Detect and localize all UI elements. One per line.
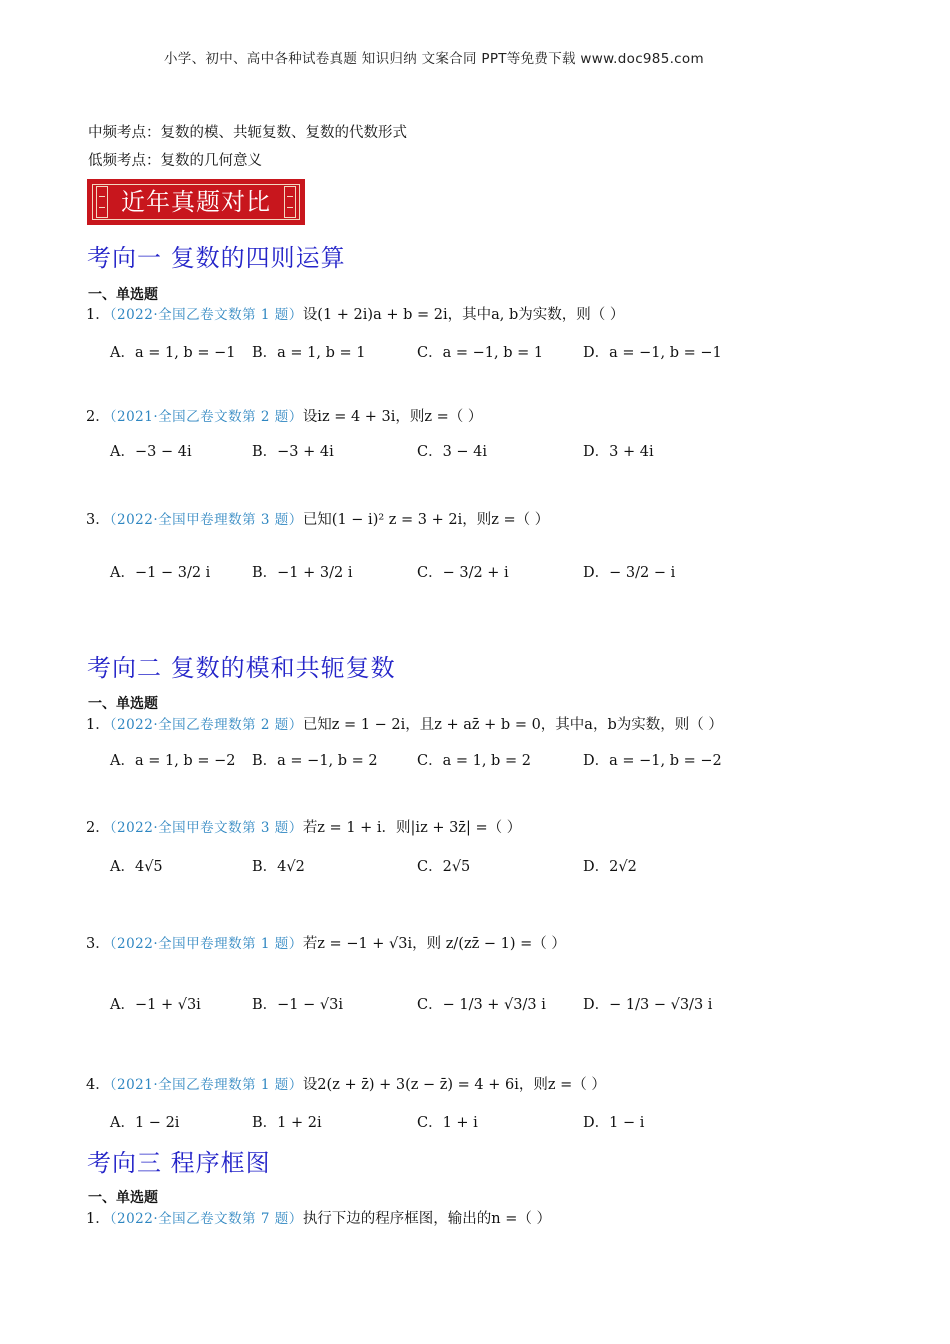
option-b: B．−1 − √3i [252, 997, 344, 1013]
option-b: B．a = −1, b = 2 [252, 753, 378, 769]
question-stem: 已知z = 1 − 2i，且z + az̄ + b = 0，其中a，b为实数，则（ ） [302, 717, 723, 733]
banner-lattice-left [96, 186, 108, 218]
question-number: 2． [86, 409, 110, 425]
question-stem: 设(1 + 2i)a + b = 2i，其中a, b为实数，则（ ） [302, 307, 625, 323]
option-d: D．3 + 4i [583, 444, 654, 460]
option-a: A．a = 1, b = −1 [110, 345, 236, 361]
page-header: 小学、初中、高中各种试卷真题 知识归纳 文案合同 PPT等免费下载 www.doc985.com [164, 51, 704, 67]
question-1 [86, 713, 723, 734]
question-source: （2022·全国乙卷文数第 7 题） [109, 1211, 303, 1227]
option-d: D．a = −1, b = −2 [583, 753, 722, 769]
option-c: C．− 1/3 + √3/3 i [417, 997, 546, 1013]
question-1 [86, 1207, 551, 1228]
option-a: A．4√5 [110, 859, 163, 875]
option-d: D．2√2 [583, 859, 637, 875]
option-c: C．1 + i [417, 1115, 478, 1131]
question-number: 1． [86, 1211, 110, 1227]
question-source: （2022·全国乙卷理数第 2 题） [109, 717, 303, 733]
question-2 [86, 816, 521, 837]
option-c: C．− 3/2 + i [417, 565, 509, 581]
question-stem: 已知(1 − i)² z = 3 + 2i，则z =（ ） [302, 512, 550, 528]
question-number: 1． [86, 717, 110, 733]
option-a: A．−3 − 4i [110, 444, 192, 460]
section-title: 考向一 复数的四则运算 [87, 244, 346, 272]
section-subtitle: 一、单选题 [88, 696, 158, 712]
question-number: 3． [86, 936, 110, 952]
question-stem: 设2(z + z̄) + 3(z − z̄) = 4 + 6i，则z =（ ） [302, 1077, 606, 1093]
option-b: B．1 + 2i [252, 1115, 322, 1131]
section-title: 考向三 程序框图 [87, 1149, 271, 1177]
option-b: B．a = 1, b = 1 [252, 345, 366, 361]
option-b: B．−1 + 3/2 i [252, 565, 353, 581]
option-a: A．−1 − 3/2 i [110, 565, 211, 581]
banner-lattice-right [284, 186, 296, 218]
question-source: （2021·全国乙卷理数第 1 题） [109, 1077, 303, 1093]
option-a: A．a = 1, b = −2 [110, 753, 236, 769]
question-stem: 设iz = 4 + 3i，则z =（ ） [302, 409, 483, 425]
low-frequency-note: 低频考点：复数的几何意义 [88, 153, 262, 169]
option-d: D．a = −1, b = −1 [583, 345, 722, 361]
section-banner [87, 179, 305, 225]
option-b: B．4√2 [252, 859, 305, 875]
question-number: 2． [86, 820, 110, 836]
question-number: 3． [86, 512, 110, 528]
question-2 [86, 405, 482, 426]
question-stem: 若z = −1 + √3i，则 z/(zz̄ − 1) =（ ） [302, 936, 566, 952]
option-c: C．a = −1, b = 1 [417, 345, 544, 361]
option-d: D．1 − i [583, 1115, 645, 1131]
question-source: （2021·全国乙卷文数第 2 题） [109, 409, 303, 425]
question-stem: 若z = 1 + i．则|iz + 3z̄| =（ ） [302, 820, 522, 836]
section-subtitle: 一、单选题 [88, 287, 158, 303]
section-title: 考向二 复数的模和共轭复数 [87, 654, 396, 682]
option-a: A．1 − 2i [110, 1115, 180, 1131]
option-a: A．−1 + √3i [110, 997, 201, 1013]
question-number: 4． [86, 1077, 110, 1093]
question-1 [86, 303, 624, 324]
option-c: C．3 − 4i [417, 444, 488, 460]
question-source: （2022·全国甲卷文数第 3 题） [109, 820, 303, 836]
question-3 [86, 508, 549, 529]
option-b: B．−3 + 4i [252, 444, 334, 460]
banner-title: 近年真题对比 [121, 188, 271, 216]
option-d: D．− 1/3 − √3/3 i [583, 997, 713, 1013]
question-stem: 执行下边的程序框图，输出的n =（ ） [302, 1211, 552, 1227]
mid-frequency-note: 中频考点：复数的模、共轭复数、复数的代数形式 [88, 125, 407, 141]
question-4 [86, 1073, 606, 1094]
option-c: C．a = 1, b = 2 [417, 753, 531, 769]
question-3 [86, 932, 566, 953]
section-subtitle: 一、单选题 [88, 1190, 158, 1206]
option-c: C．2√5 [417, 859, 471, 875]
question-source: （2022·全国甲卷理数第 3 题） [109, 512, 303, 528]
question-number: 1． [86, 307, 110, 323]
question-source: （2022·全国甲卷理数第 1 题） [109, 936, 303, 952]
option-d: D．− 3/2 − i [583, 565, 676, 581]
question-source: （2022·全国乙卷文数第 1 题） [109, 307, 303, 323]
